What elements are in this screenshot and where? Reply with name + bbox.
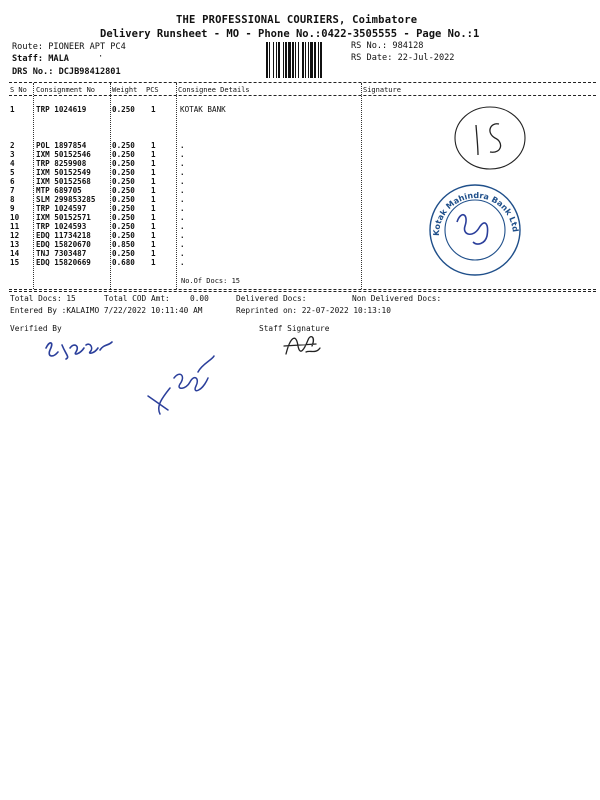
cell-weight: 0.250 (112, 195, 135, 204)
cell-details: KOTAK BANK (180, 105, 226, 114)
cell-sno: 3 (10, 150, 15, 159)
rs-number: RS No.: 984128 (351, 41, 424, 51)
cell-consignment: TRP 1024597 (36, 204, 87, 213)
cell-pcs: 1 (151, 258, 156, 267)
cell-details: . (180, 150, 185, 159)
cell-sno: 11 (10, 222, 20, 231)
cell-sno: 14 (10, 249, 20, 258)
col-header-consignee: Consignee Details (178, 86, 250, 94)
handwritten-circle-mark (450, 100, 530, 180)
receiver-signature (140, 348, 220, 418)
table-top-rule (9, 82, 596, 83)
cell-pcs: 1 (151, 240, 156, 249)
cell-consignment: SLM 299853285 (36, 195, 96, 204)
cell-pcs: 1 (151, 213, 156, 222)
cell-sno: 2 (10, 141, 15, 150)
staff-signature (276, 326, 326, 360)
reprinted-on: Reprinted on: 22-07-2022 10:13:10 (236, 306, 391, 315)
cell-consignment: MTP 689705 (36, 186, 82, 195)
col-header-sno: S No (10, 86, 27, 94)
staff-signature-label: Staff Signature (259, 324, 330, 333)
cell-details: . (180, 204, 185, 213)
col-header-weight: Weight (112, 86, 138, 94)
cell-sno: 9 (10, 204, 15, 213)
entered-by: Entered By :KALAIMO 7/22/2022 10:11:40 AM (10, 306, 203, 315)
cell-weight: 0.250 (112, 249, 135, 258)
cell-details: . (180, 258, 185, 267)
cell-weight: 0.250 (112, 222, 135, 231)
verified-by-label: Verified By (10, 324, 62, 333)
cell-consignment: TRP 1024619 (36, 105, 87, 114)
cell-weight: 0.250 (112, 213, 135, 222)
staff-label: Staff: MALA (12, 54, 69, 64)
delivered-docs: Delivered Docs: (236, 294, 307, 303)
cell-consignment: TNJ 7303487 (36, 249, 87, 258)
svg-text:Kotak Mahindra Bank Ltd: Kotak Mahindra Bank Ltd (431, 190, 520, 237)
cell-details: . (180, 177, 185, 186)
cell-weight: 0.250 (112, 141, 135, 150)
col-header-signature: Signature (363, 86, 401, 94)
cell-details: . (180, 159, 185, 168)
cell-sno: 7 (10, 186, 15, 195)
cell-pcs: 1 (151, 204, 156, 213)
cell-weight: 0.680 (112, 258, 135, 267)
cell-sno: 13 (10, 240, 20, 249)
cell-pcs: 1 (151, 141, 156, 150)
cell-pcs: 1 (151, 177, 156, 186)
cell-weight: 0.250 (112, 204, 135, 213)
cell-pcs: 1 (151, 195, 156, 204)
cell-sno: 15 (10, 258, 20, 267)
table-bottom-rule (9, 289, 596, 290)
cell-weight: 0.250 (112, 177, 135, 186)
cell-sno: 6 (10, 177, 15, 186)
verified-by-signature (40, 330, 120, 364)
drs-number: DRS No.: DCJB98412801 (12, 67, 121, 77)
company-title: THE PROFESSIONAL COURIERS, Coimbatore (176, 14, 418, 26)
total-cod-label: Total COD Amt: (104, 294, 170, 303)
cell-weight: 0.250 (112, 159, 135, 168)
cell-consignment: EDQ 15820670 (36, 240, 91, 249)
cell-consignment: TRP 1024593 (36, 222, 87, 231)
cell-pcs: 1 (151, 150, 156, 159)
cell-weight: 0.850 (112, 240, 135, 249)
cell-sno: 1 (10, 105, 15, 114)
cell-consignment: TRP 8259908 (36, 159, 87, 168)
total-cod-value: 0.00 (190, 294, 209, 303)
footer-rule (9, 291, 596, 292)
cell-details: . (180, 231, 185, 240)
cell-pcs: 1 (151, 231, 156, 240)
cell-sno: 10 (10, 213, 20, 222)
cell-pcs: 1 (151, 168, 156, 177)
non-delivered-docs: Non Delivered Docs: (352, 294, 442, 303)
cell-pcs: 1 (151, 105, 156, 114)
staff-dot: · (98, 52, 104, 62)
cell-details: . (180, 240, 185, 249)
cell-weight: 0.250 (112, 231, 135, 240)
total-docs: Total Docs: 15 (10, 294, 76, 303)
cell-consignment: IXM 50152571 (36, 213, 91, 222)
cell-consignment: EDQ 15820669 (36, 258, 91, 267)
cell-pcs: 1 (151, 249, 156, 258)
cell-weight: 0.250 (112, 150, 135, 159)
rs-date: RS Date: 22-Jul-2022 (351, 53, 455, 63)
cell-consignment: IXM 50152549 (36, 168, 91, 177)
col-header-pcs: PCS (146, 86, 159, 94)
cell-consignment: POL 1897854 (36, 141, 87, 150)
cell-details: . (180, 222, 185, 231)
cell-weight: 0.250 (112, 186, 135, 195)
cell-sno: 4 (10, 159, 15, 168)
cell-weight: 0.250 (112, 105, 135, 114)
cell-details: . (180, 213, 185, 222)
cell-sno: 12 (10, 231, 20, 240)
cell-pcs: 1 (151, 222, 156, 231)
cell-details: . (180, 186, 185, 195)
bank-stamp-seal (425, 182, 525, 278)
col-header-consignment: Consignment No (36, 86, 96, 94)
cell-pcs: 1 (151, 159, 156, 168)
cell-details: . (180, 195, 185, 204)
cell-consignment: IXM 50152568 (36, 177, 91, 186)
cell-sno: 5 (10, 168, 15, 177)
barcode-icon (266, 42, 341, 78)
cell-consignment: EDQ 11734218 (36, 231, 91, 240)
cell-sno: 8 (10, 195, 15, 204)
cell-weight: 0.250 (112, 168, 135, 177)
cell-details: . (180, 141, 185, 150)
cell-consignment: IXM 50152546 (36, 150, 91, 159)
cell-details: . (180, 249, 185, 258)
table-header-rule (9, 95, 596, 96)
runsheet-subtitle: Delivery Runsheet - MO - Phone No.:0422-3505555 - Page No.:1 (100, 28, 480, 40)
no-of-docs: No.Of Docs: 15 (181, 277, 241, 285)
route-label: Route: PIONEER APT PC4 (12, 42, 126, 52)
cell-pcs: 1 (151, 186, 156, 195)
cell-details: . (180, 168, 185, 177)
